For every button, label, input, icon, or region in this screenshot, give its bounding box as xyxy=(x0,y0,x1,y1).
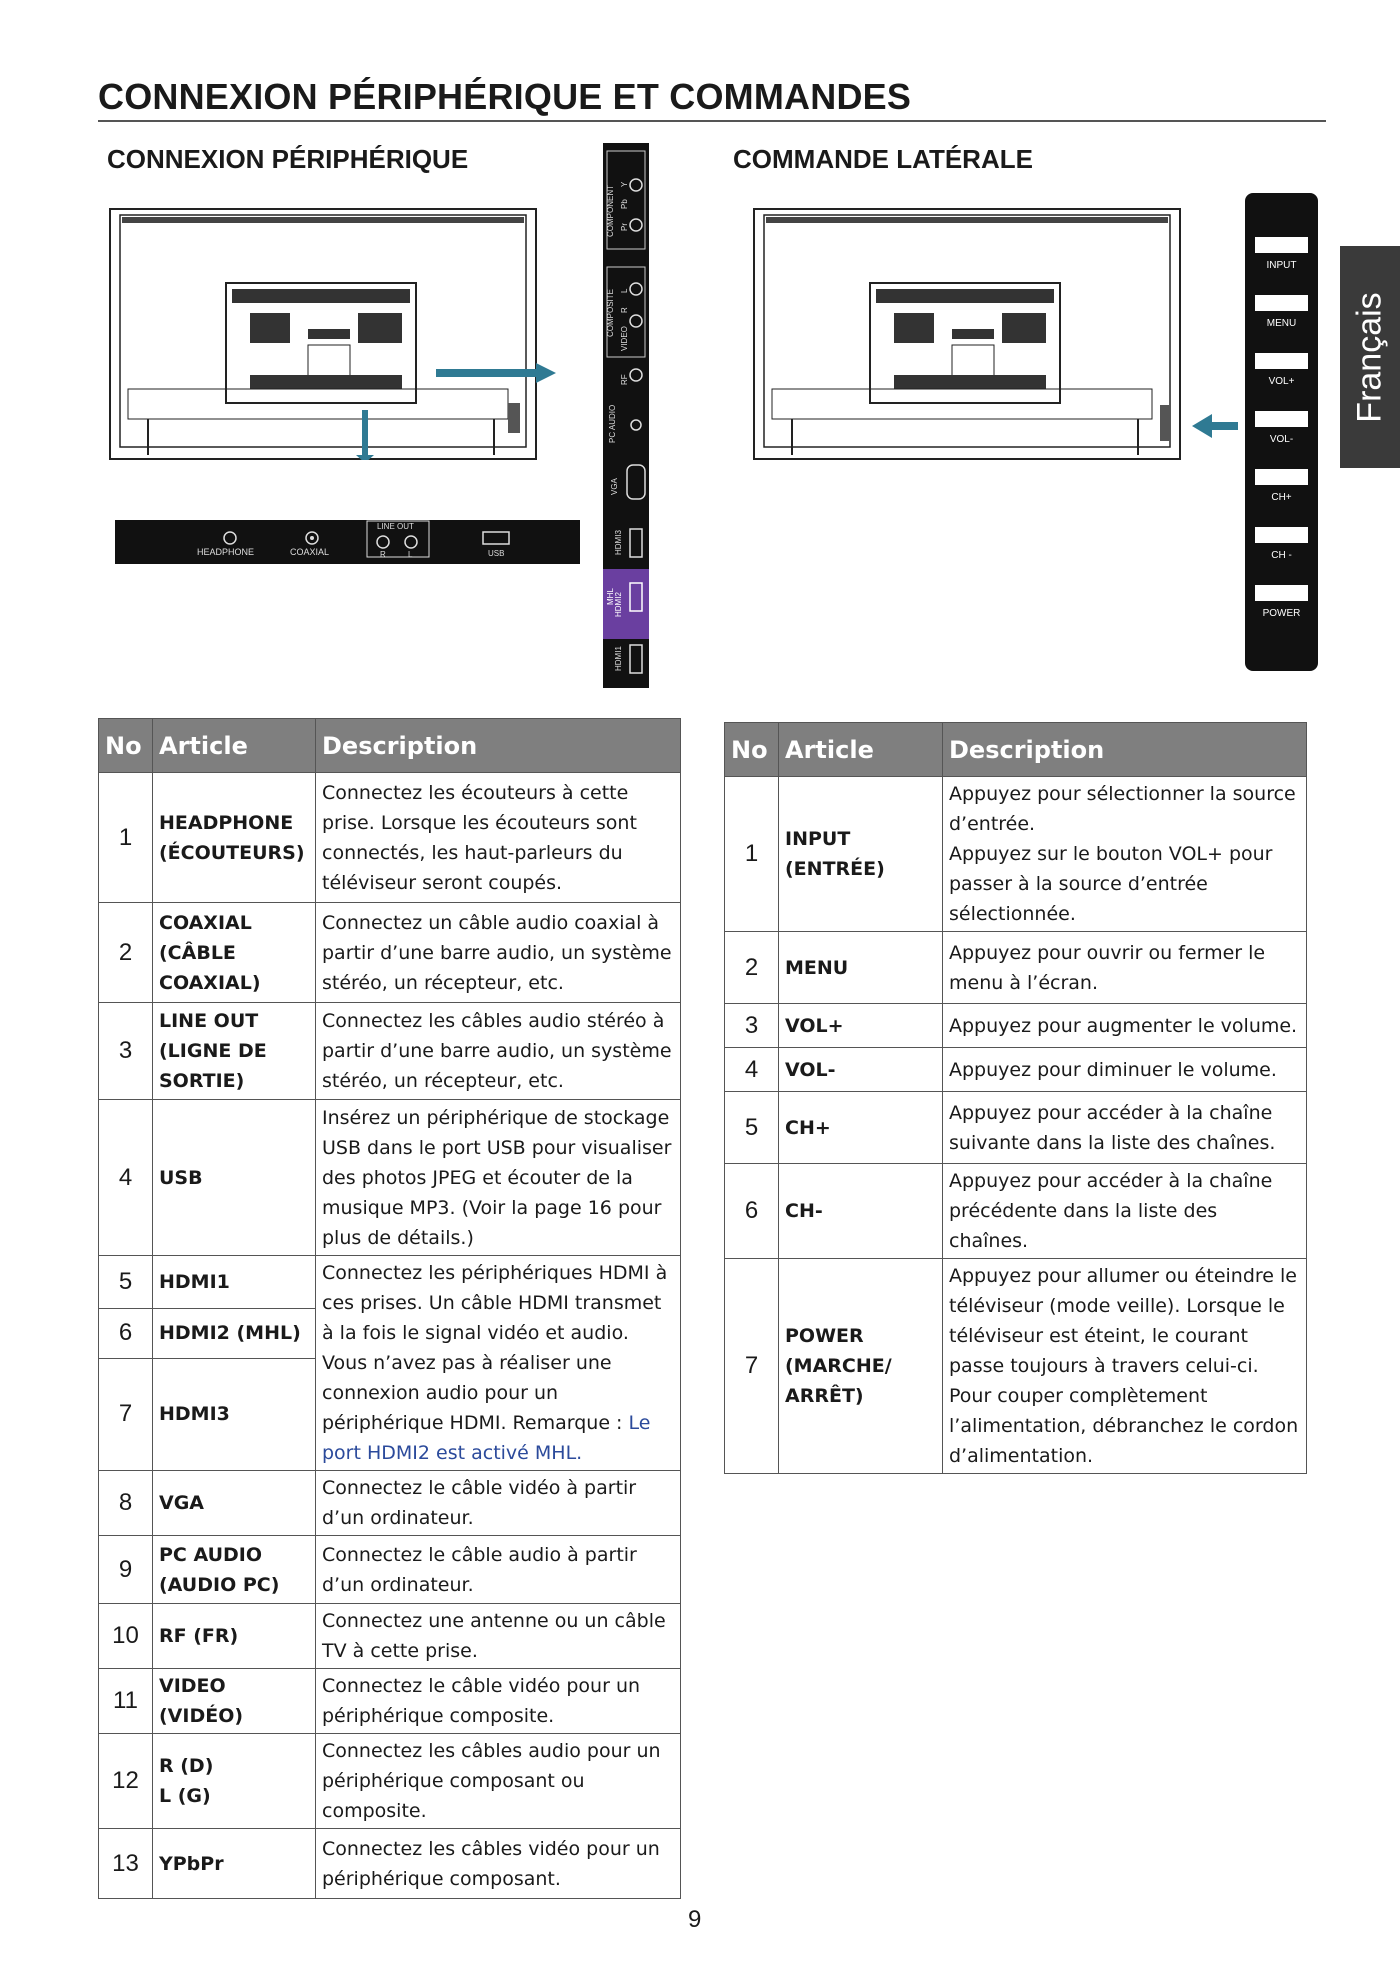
row-article: LINE OUT (LIGNE DE SORTIE) xyxy=(153,1003,316,1100)
side-port-rf: RF xyxy=(620,374,629,385)
ch-down-button-label: CH - xyxy=(1271,550,1292,561)
header-no: No xyxy=(99,719,153,773)
tv-back-diagram-right xyxy=(752,205,1197,460)
row-article: USB xyxy=(153,1100,316,1256)
row-article: CH- xyxy=(779,1164,943,1259)
table-row xyxy=(725,1048,1307,1092)
row-article: PC AUDIO (AUDIO PC) xyxy=(153,1536,316,1604)
power-button-label: POWER xyxy=(1262,608,1301,619)
row-article: VOL+ xyxy=(779,1004,943,1048)
row-no: 6 xyxy=(725,1164,779,1259)
port-label-headphone: HEADPHONE xyxy=(197,547,255,557)
side-connector-panel xyxy=(603,143,649,688)
table-row xyxy=(99,903,681,1003)
row-description: Appuyez pour accéder à la chaîne précédente dans la liste des chaînes. xyxy=(943,1164,1307,1259)
language-tab[interactable] xyxy=(1340,246,1400,468)
table-row xyxy=(99,1100,681,1256)
side-control-panel xyxy=(1245,193,1318,671)
article-line-r: R (D) xyxy=(159,1755,214,1777)
header-article: Article xyxy=(779,723,943,777)
row-no: 8 xyxy=(99,1471,153,1536)
tv-back-diagram-left xyxy=(108,205,578,460)
table-row xyxy=(725,1092,1307,1164)
side-port-hdmi3: HDMI3 xyxy=(614,530,623,555)
row-article: VOL- xyxy=(779,1048,943,1092)
hdmi-description-text: Connectez les périphériques HDMI à ces prises. Un câble HDMI transmet à la fois le signal vidéo et audio. Vous n’avez pas à réaliser une connexion audio pour un périphérique HDMI. Remarque : xyxy=(322,1262,668,1434)
row-no: 5 xyxy=(725,1092,779,1164)
row-description: Appuyez pour diminuer le volume. xyxy=(943,1048,1307,1092)
table-row xyxy=(99,1734,681,1829)
row-no: 9 xyxy=(99,1536,153,1604)
row-no: 2 xyxy=(725,932,779,1004)
table-row xyxy=(99,773,681,903)
row-no: 7 xyxy=(725,1259,779,1474)
table-row xyxy=(99,1256,681,1309)
language-tab-label: Français xyxy=(1350,291,1389,423)
row-description: Connectez un câble audio coaxial à partir d’une barre audio, un système stéréo, un récepteur, etc. xyxy=(316,903,681,1003)
row-article: HDMI1 xyxy=(153,1256,316,1309)
side-port-mhl: MHL xyxy=(606,588,615,605)
table-row xyxy=(725,1259,1307,1474)
row-article: INPUT (ENTRÉE) xyxy=(779,777,943,932)
row-no: 13 xyxy=(99,1829,153,1899)
row-no: 5 xyxy=(99,1256,153,1309)
description-line: Appuyez sur le bouton VOL+ pour passer à la source d’entrée sélectionnée. xyxy=(949,843,1273,925)
row-description: Connectez les écouteurs à cette prise. Lorsque les écouteurs sont connectés, les haut-parleurs du téléviseur seront coupés. xyxy=(316,773,681,903)
header-article: Article xyxy=(153,719,316,773)
port-label-r: R xyxy=(380,550,386,559)
ch-up-button[interactable] xyxy=(1255,469,1308,485)
row-article: HEADPHONE (ÉCOUTEURS) xyxy=(153,773,316,903)
side-port-pr: Pr xyxy=(620,223,629,231)
arrow-left-icon xyxy=(1192,410,1242,442)
side-port-hdmi2: HDMI2 xyxy=(614,592,623,617)
row-description: Connectez le câble vidéo pour un périphérique composite. xyxy=(316,1669,681,1734)
vol-up-button[interactable] xyxy=(1255,353,1308,369)
row-article: MENU xyxy=(779,932,943,1004)
row-article: RF (FR) xyxy=(153,1604,316,1669)
row-description: Connectez le câble vidéo à partir d’un ordinateur. xyxy=(316,1471,681,1536)
page-title: CONNEXION PÉRIPHÉRIQUE ET COMMANDES xyxy=(98,76,912,117)
table-row xyxy=(99,1471,681,1536)
side-control-table xyxy=(724,722,1307,1474)
row-description: Appuyez pour allumer ou éteindre le téléviseur (mode veille). Lorsque le téléviseur est éteint, le courant passe toujours à travers celui-ci. Pour couper complètement l’alimentation, débranchez le cordon d’alimentation. xyxy=(943,1259,1307,1474)
table-row xyxy=(725,1164,1307,1259)
table-row xyxy=(99,1829,681,1899)
row-article: HDMI3 xyxy=(153,1358,316,1470)
side-port-vga: VGA xyxy=(610,478,619,495)
table-header-row xyxy=(99,719,681,773)
table-row xyxy=(99,1604,681,1669)
port-label-l: L xyxy=(408,550,413,559)
power-button[interactable] xyxy=(1255,585,1308,601)
row-no: 12 xyxy=(99,1734,153,1829)
side-port-l: L xyxy=(620,288,629,293)
row-no: 7 xyxy=(99,1358,153,1470)
row-description: Appuyez pour accéder à la chaîne suivante dans la liste des chaînes. xyxy=(943,1092,1307,1164)
ch-up-button-label: CH+ xyxy=(1271,492,1292,503)
hdmi2-mhl-note: Le port HDMI2 est activé MHL. xyxy=(322,1412,651,1464)
menu-button[interactable] xyxy=(1255,295,1308,311)
ch-down-button[interactable] xyxy=(1255,527,1308,543)
vol-down-button[interactable] xyxy=(1255,411,1308,427)
description-line: Appuyez pour sélectionner la source d’entrée. xyxy=(949,783,1296,835)
table-header-row xyxy=(725,723,1307,777)
row-article: POWER (MARCHE/ ARRÊT) xyxy=(779,1259,943,1474)
table-row xyxy=(99,1536,681,1604)
row-article: VGA xyxy=(153,1471,316,1536)
row-article: CH+ xyxy=(779,1092,943,1164)
side-port-r: R xyxy=(620,307,629,313)
side-port-pb: Pb xyxy=(620,199,629,209)
table-row xyxy=(725,932,1307,1004)
page-number: 9 xyxy=(688,1906,702,1933)
input-button[interactable] xyxy=(1255,237,1308,253)
bottom-connector-panel xyxy=(115,520,580,564)
table-row xyxy=(99,1669,681,1734)
row-no: 1 xyxy=(99,773,153,903)
header-no: No xyxy=(725,723,779,777)
row-description: Insérez un périphérique de stockage USB dans le port USB pour visualiser des photos JPEG et écouter de la musique MP3. (Voir la page 16 pour plus de détails.) xyxy=(316,1100,681,1256)
side-port-video: VIDEO xyxy=(620,326,629,351)
row-article xyxy=(153,1734,316,1829)
input-button-label: INPUT xyxy=(1266,260,1297,271)
row-no: 2 xyxy=(99,903,153,1003)
row-no: 6 xyxy=(99,1308,153,1358)
header-description: Description xyxy=(943,723,1307,777)
row-article: HDMI2 (MHL) xyxy=(153,1308,316,1358)
title-divider xyxy=(98,120,1326,122)
row-no: 3 xyxy=(725,1004,779,1048)
row-description: Connectez les câbles vidéo pour un périphérique composant. xyxy=(316,1829,681,1899)
table-row xyxy=(725,1004,1307,1048)
vol-down-button-label: VOL- xyxy=(1269,434,1294,445)
side-port-pc-audio: PC AUDIO xyxy=(608,404,617,443)
row-article: VIDEO (VIDÉO) xyxy=(153,1669,316,1734)
hdmi-description xyxy=(316,1256,681,1471)
article-line-l: L (G) xyxy=(159,1785,211,1807)
side-port-y: Y xyxy=(620,181,629,187)
row-description: Connectez les câbles audio stéréo à partir d’une barre audio, un système stéréo, un récepteur, etc. xyxy=(316,1003,681,1100)
row-description xyxy=(943,777,1307,932)
row-article: YPbPr xyxy=(153,1829,316,1899)
row-description: Connectez le câble audio à partir d’un ordinateur. xyxy=(316,1536,681,1604)
connection-table xyxy=(98,718,681,1899)
row-no: 1 xyxy=(725,777,779,932)
port-label-line-out: LINE OUT xyxy=(377,522,414,531)
row-no: 10 xyxy=(99,1604,153,1669)
header-description: Description xyxy=(316,719,681,773)
side-port-composite: COMPOSITE xyxy=(606,288,615,337)
row-description: Connectez une antenne ou un câble TV à cette prise. xyxy=(316,1604,681,1669)
row-no: 4 xyxy=(725,1048,779,1092)
left-section-title: CONNEXION PÉRIPHÉRIQUE xyxy=(107,144,469,174)
row-description: Appuyez pour ouvrir ou fermer le menu à l’écran. xyxy=(943,932,1307,1004)
table-row xyxy=(99,1003,681,1100)
side-port-component: COMPONENT xyxy=(606,185,615,237)
side-port-hdmi1: HDMI1 xyxy=(614,646,623,671)
row-no: 11 xyxy=(99,1669,153,1734)
port-label-coaxial: COAXIAL xyxy=(290,547,330,557)
right-section-title: COMMANDE LATÉRALE xyxy=(733,144,1033,174)
row-no: 3 xyxy=(99,1003,153,1100)
vol-up-button-label: VOL+ xyxy=(1268,376,1295,387)
row-description: Connectez les câbles audio pour un périphérique composant ou composite. xyxy=(316,1734,681,1829)
menu-button-label: MENU xyxy=(1266,318,1297,329)
row-article: COAXIAL (CÂBLE COAXIAL) xyxy=(153,903,316,1003)
row-no: 4 xyxy=(99,1100,153,1256)
row-description: Appuyez pour augmenter le volume. xyxy=(943,1004,1307,1048)
table-row xyxy=(725,777,1307,932)
port-label-usb: USB xyxy=(488,549,505,558)
